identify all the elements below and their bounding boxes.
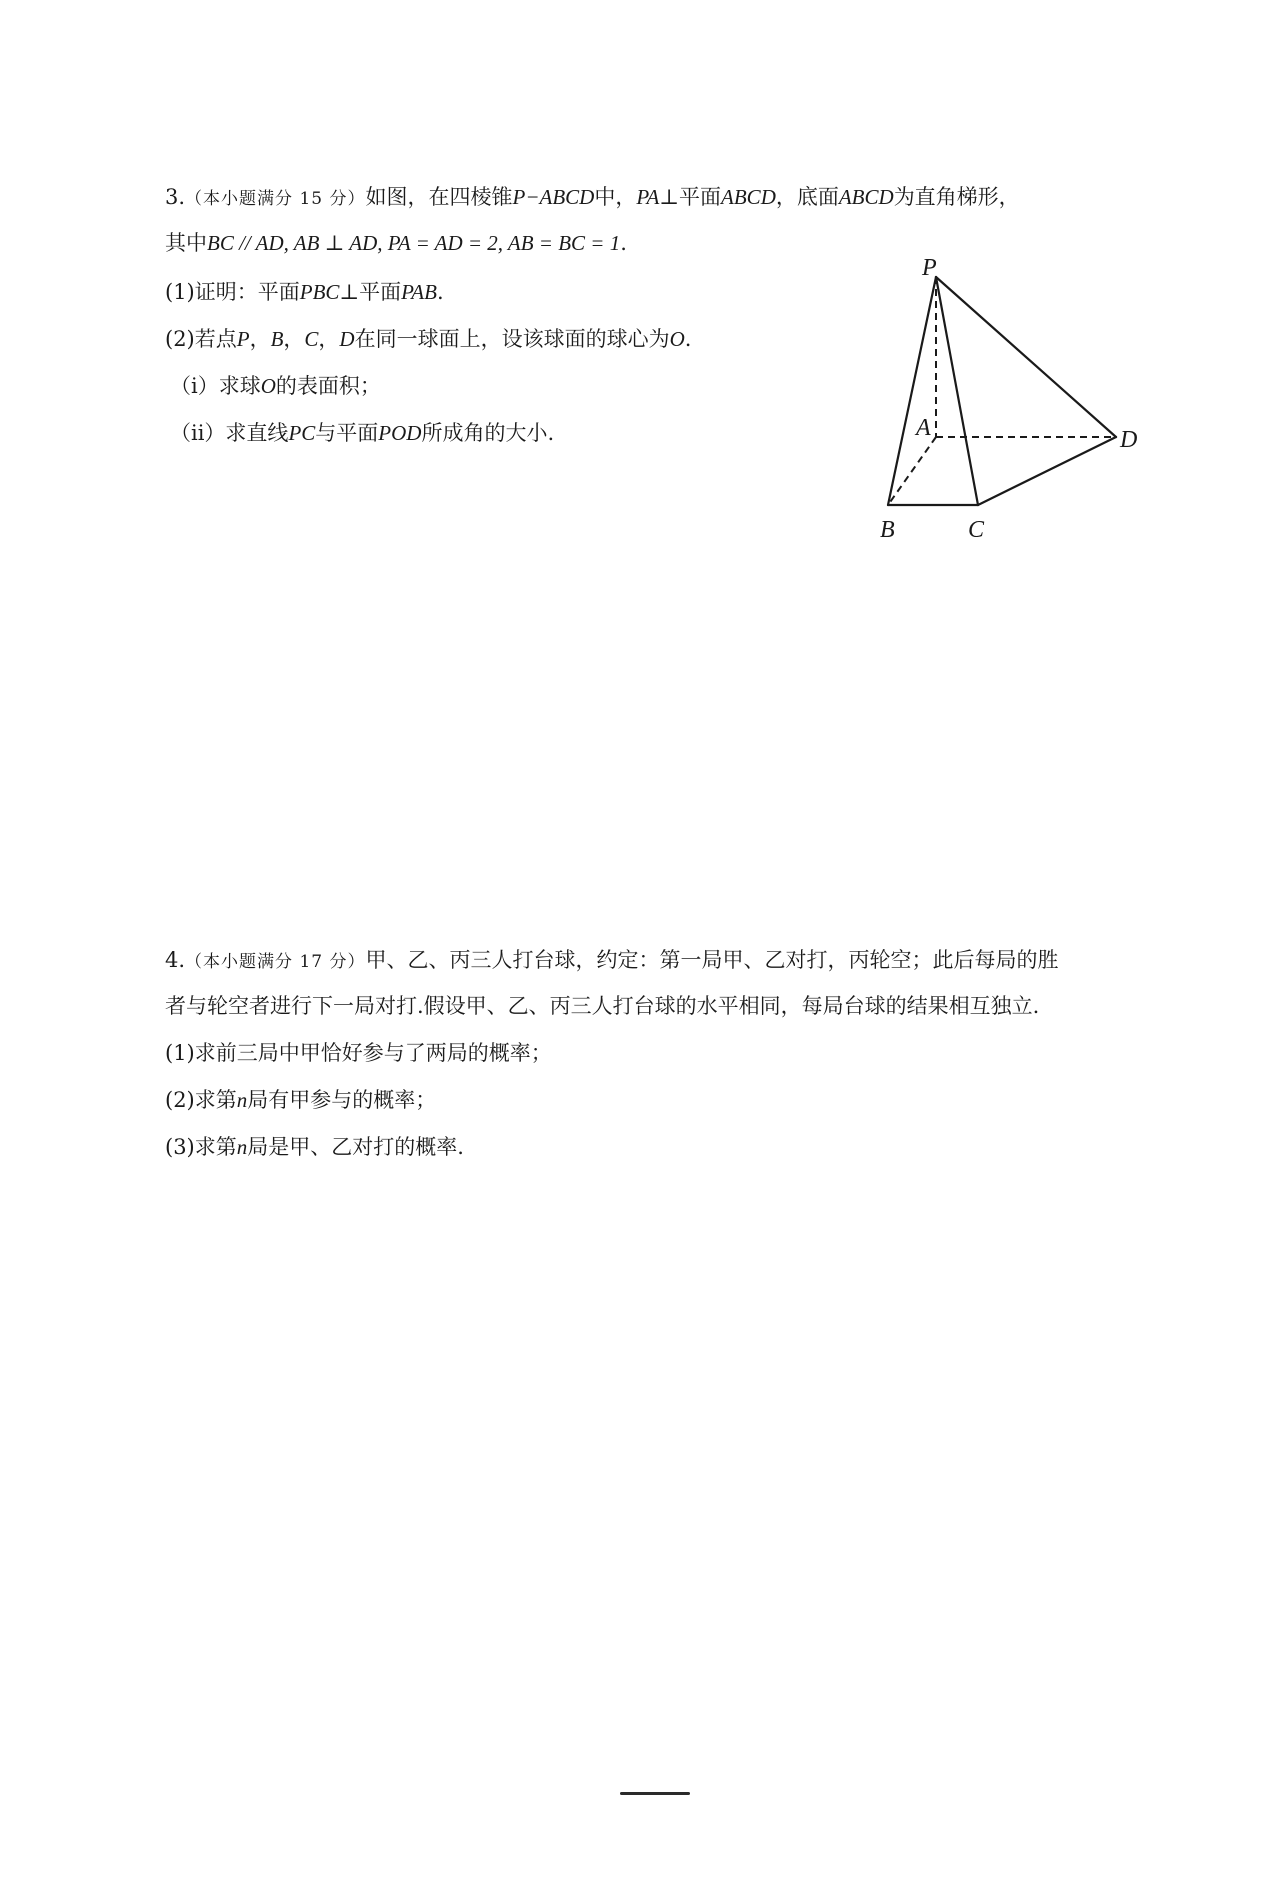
plane-pod: POD [378, 421, 422, 445]
sub2-text: 与平面 [315, 421, 379, 445]
part2-text: 在同一球面上，设该球面的球心为 [354, 327, 670, 351]
q2-text: 局有甲参与的概率； [247, 1088, 437, 1112]
q3-text: 局是甲、乙对打的概率. [247, 1135, 464, 1159]
problem3-number: 3. [165, 185, 186, 209]
part2-text: ， [283, 327, 305, 351]
part2-text: ， [249, 327, 271, 351]
problem3-text: 如图，在四棱锥 [365, 185, 513, 209]
pyramid-name: P−ABCD [512, 185, 595, 209]
label-c: C [968, 517, 985, 543]
problem3-statement-line2 [165, 228, 627, 258]
part2-text: ， [318, 327, 340, 351]
problem3-points-note: （本小题满分 15 分） [185, 189, 366, 209]
problem4-q1: (1)求前三局中甲恰好参与了两局的概率； [165, 1041, 552, 1065]
sub1-text: （i）求球 [170, 374, 261, 398]
problem3-text: . [620, 231, 627, 255]
problem3-sub1 [170, 371, 381, 401]
center-o: O [669, 327, 685, 351]
problem4-q3 [165, 1132, 464, 1162]
edge-pd [936, 277, 1116, 437]
q2-text: (2)求第 [165, 1088, 237, 1112]
plane-pab: PAB [401, 280, 437, 304]
problem3-part1 [165, 277, 444, 307]
problem3-text: 其中 [165, 231, 207, 255]
label-a: A [916, 415, 931, 441]
given-conditions: BC // AD, AB ⊥ AD, PA = AD = 2, AB = BC = 1 [207, 231, 621, 255]
point-d: D [339, 327, 355, 351]
problem3-statement-line1 [165, 182, 1020, 214]
problem3-text: ，底面 [775, 185, 839, 209]
problem4-q2 [165, 1085, 436, 1115]
problem4-text: 甲、乙、丙三人打台球，约定：第一局甲、乙对打，丙轮空；此后每局的胜 [365, 948, 1059, 972]
plane-pbc: PBC [299, 280, 340, 304]
part1-text: (1)证明：平面 [165, 280, 300, 304]
line-pc: PC [288, 421, 316, 445]
label-b: B [880, 517, 895, 543]
problem3-part2 [165, 324, 691, 354]
label-d: D [1120, 427, 1138, 453]
pyramid-figure [868, 255, 1158, 545]
edge-pc [936, 277, 978, 505]
part2-text: (2)若点 [165, 327, 237, 351]
problem3-text: 中， [594, 185, 637, 209]
variable-n: n [236, 1088, 248, 1112]
center-o: O [260, 374, 276, 398]
problem4-points-note: （本小题满分 17 分） [185, 952, 366, 972]
problem3-sub2 [170, 418, 554, 448]
part1-text: ⊥平面 [339, 280, 402, 304]
sub1-text: 的表面积； [275, 374, 381, 398]
sub2-text: 所成角的大小. [421, 421, 555, 445]
problem3-text: ⊥平面 [659, 185, 722, 209]
edge-cd [978, 437, 1116, 505]
point-p: P [236, 327, 250, 351]
base-abcd: ABCD [838, 185, 894, 209]
part2-text: . [684, 327, 692, 351]
sub2-text: （ii）求直线 [170, 421, 289, 445]
point-c: C [304, 327, 319, 351]
problem3-text: 为直角梯形， [893, 185, 1020, 209]
part1-text: . [436, 280, 444, 304]
point-b: B [270, 327, 284, 351]
problem4-statement-line2: 者与轮空者进行下一局对打.假设甲、乙、丙三人打台球的水平相同，每局台球的结果相互独立. [165, 994, 1040, 1018]
label-p: P [922, 255, 937, 281]
plane-abcd: ABCD [721, 185, 776, 209]
segment-pa: PA [636, 185, 660, 209]
variable-n: n [236, 1135, 248, 1159]
page-footer-mark [620, 1792, 690, 1795]
problem4-number: 4. [165, 948, 186, 972]
problem4-statement-line1 [165, 945, 1059, 977]
q3-text: (3)求第 [165, 1135, 237, 1159]
